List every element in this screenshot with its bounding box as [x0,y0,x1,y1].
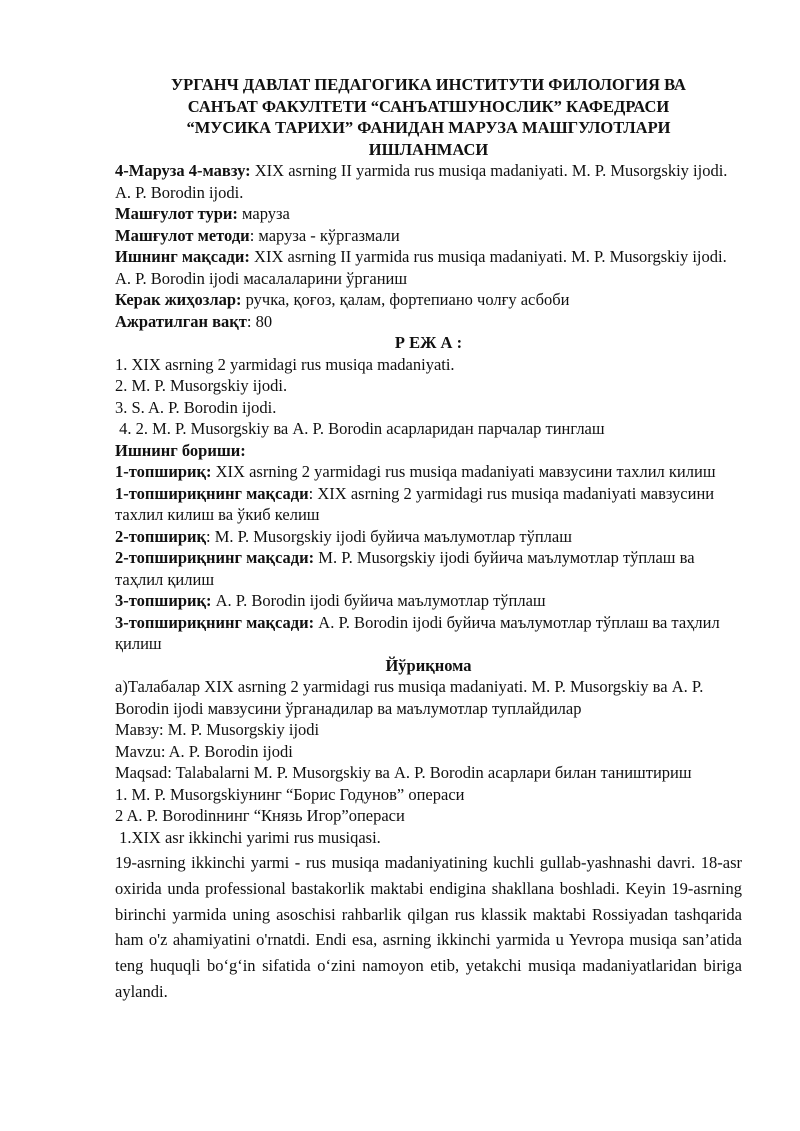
task-goal [115,612,742,655]
session-type-label: Машғулот тури: [115,204,238,223]
work-goal-value: XIX asrning II yarmida rus musiqa madaniyati. M. P. Musorgskiy ijodi. A. P. Borodin ijodi масалаларини ўрганиш [115,247,727,288]
task [115,590,742,612]
body-paragraph: 19-asrning ikkinchi yarmi - rus musiqa madaniyatining kuchli gullab-yashnashi davri. 18-asr oxirida unda professional bastakorlik maktabi endigina shakllana boshladi. Keyin 19-asrning birinchi yarmida uning asoschisi rahbarlik qilgan rus klassik maktabi Rossiyadan tashqarida ham o'z ahamiyatini o'rnatdi. Endi esa, asrning ikkinchi yarmida u Yevropa musiqa san’atida teng huquqli bo‘g‘in sifatida o‘zini namoyon etib, yetakchi musiqa madaniyatlaridan biriga aylandi. [115,853,742,1001]
allotted-time [115,311,742,333]
title-line: “МУСИКА ТАРИХИ” ФАНИДАН МАРУЗА МАШГУЛОТЛАРИ [186,118,671,137]
allotted-time-label: Ажратилган вақт [115,311,247,331]
task-label: 3-топшириқ: [115,591,212,610]
plan-item: 1. XIX asrning 2 yarmidagi rus musiqa madaniyati. [115,354,455,374]
equipment-label: Керак жиҳозлар: [115,290,242,309]
plan-heading-text: Р ЕЖ А : [394,333,463,352]
task [115,461,742,483]
task-label: 2-топшириқ [115,526,207,546]
task-value: : M. P. Musorgskiy ijodi буйича маълумотлар тўплаш [206,526,572,546]
work-goal [115,246,742,289]
equipment-value: ручка, қоғоз, қалам, фортепиано чолғу асбоби [241,290,570,309]
guide-line: Mavzu: A. P. Borodin ijodi [115,741,293,761]
task-goal [115,483,742,526]
task-goal-label: 1-топшириқнинг мақсади [115,483,309,503]
session-type-value: маруза [237,204,290,223]
guide-line: 1. M. P. Musorgskiyнинг “Борис Годунов” операси [115,784,465,804]
lecture-topic-label: 4-Маруза 4-мавзу: [115,161,251,180]
task-value: XIX asrning 2 yarmidagi rus musiqa madaniyati мавзусини тахлил килиш [211,462,716,481]
task-goal [115,547,742,590]
guide-line: а)Талабалар XIX asrning 2 yarmidagi rus musiqa madaniyati. M. P. Musorgskiy ва A. P. Borodin ijodi мавзусини ўрганадилар ва маълумотлар туплайдилар [115,677,704,718]
task-goal-value: : XIX asrning 2 yarmidagi rus musiqa madaniyati мавзусини тахлил килиш ва ўкиб келиш [115,483,715,524]
guide-heading [115,655,742,677]
lecture-topic-value: XIX asrning II yarmida rus musiqa madaniyati. M. P. Musorgskiy ijodi. A. P. Borodin ijodi. [115,161,728,202]
task-goal-value: A. P. Borodin ijodi буйича маълумотлар тўплаш ва таҳлил қилиш [115,612,720,653]
lecture-topic [115,160,742,203]
session-method-value: : маруза - кўргазмали [249,225,400,245]
workflow-heading [115,440,742,462]
session-method-label: Машғулот методи [115,225,250,245]
title-line: САНЪАТ ФАКУЛТЕТИ “САНЪАТШУНОСЛИК” КАФЕДРАСИ [187,96,670,116]
guide-line: Maqsad: Talabalarni M. P. Musorgskiy ва A. P. Borodin асарлари билан таништириш [115,763,692,782]
document-page [115,70,742,1005]
guide-line: 2 A. P. Borodinнинг “Князь Игор”операси [115,806,405,825]
equipment [115,289,742,311]
document-title [115,74,742,160]
session-method [115,225,742,247]
plan-heading [115,332,742,354]
task [115,526,742,548]
guide-line: Мавзу: M. P. Musorgskiy ijodi [115,720,320,739]
guide-line: 1.XIX asr ikkinchi yarimi rus musiqasi. [115,827,381,847]
task-goal-value: M. P. Musorgskiy ijodi буйича маълумотлар тўплаш ва таҳлил қилиш [115,548,695,589]
plan-item: 4. 2. M. P. Musorgskiy ва A. P. Borodin асарларидан парчалар тинглаш [115,419,605,438]
session-type [115,203,742,225]
task-label: 1-топшириқ: [115,462,212,481]
plan-item: 2. M. P. Musorgskiy ijodi. [115,376,288,395]
title-line: УРГАНЧ ДАВЛАТ ПЕДАГОГИКА ИНСТИТУТИ ФИЛОЛОГИЯ ВА [171,75,686,94]
work-goal-label: Ишнинг мақсади: [115,247,250,266]
allotted-time-value: : 80 [246,311,273,331]
task-goal-label: 2-топшириқнинг мақсади: [115,548,315,567]
task-goal-label: 3-топшириқнинг мақсади: [115,612,315,632]
guide-heading-text: Йўриқнома [385,655,472,675]
workflow-heading-text: Ишнинг бориши: [115,440,246,460]
plan-item: 3. S. A. P. Borodin ijodi. [115,397,277,417]
task-value: A. P. Borodin ijodi буйича маълумотлар тўплаш [211,591,546,610]
title-line: ИШЛАНМАСИ [368,139,489,159]
